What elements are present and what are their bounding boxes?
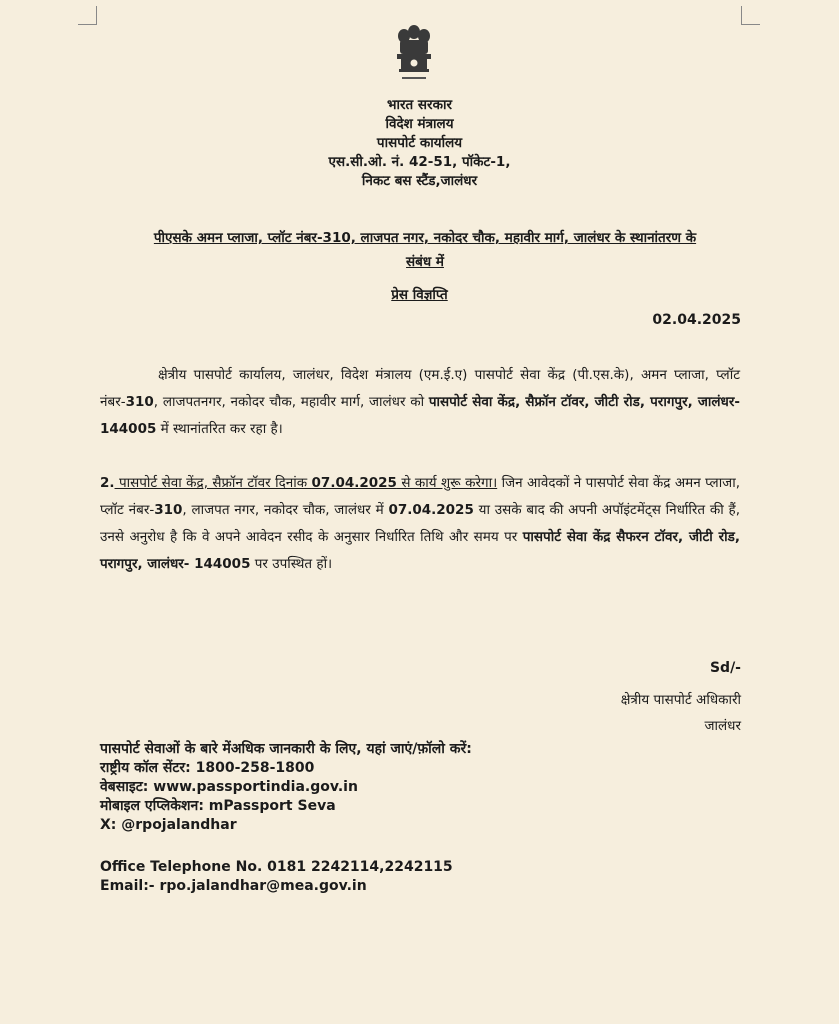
office-landmark: निकट बस स्टैंड,जालंधर [361,173,478,189]
website: वेबसाइट: www.passportindia.gov.in [100,779,358,795]
para2-text-1: जिन आवेदकों ने पासपोर्ट सेवा केंद्र अमन प्लाजा, प्लॉट नंबर- [100,475,740,518]
signature-officer: क्षेत्रीय पासपोर्ट अधिकारी [620,692,741,708]
mobile-app: मोबाइल एप्लिकेशन: mPassport Seva [100,798,336,814]
call-center: राष्ट्रीय कॉल सेंटर: 1800-258-1800 [100,760,315,776]
subject-line-1: पीएसके अमन प्लाजा, प्लॉट नंबर-310, लाजपत नगर, नकोदर चौक, महावीर मार्ग, जालंधर के स्थानांतरण के [153,230,697,246]
office-name: पासपोर्ट कार्यालय [376,135,463,151]
para1-bold-1: 310 [125,394,154,410]
ministry-name: विदेश मंत्रालय [385,116,454,132]
x-handle: X: @rpojalandhar [100,817,237,833]
subject-line-2: संबंध में [406,254,444,270]
header-block [0,96,839,191]
para1-text-2: , लाजपतनगर, नकोदर चौक, महावीर मार्ग, जालंधर को [153,394,429,410]
subject-heading [100,226,750,274]
govt-name: भारत सरकार [387,97,452,113]
para2-bold-1: 310 [154,502,183,518]
info-intro: पासपोर्ट सेवाओं के बारे मेंअधिक जानकारी के लिए, यहां जाएं/फ़ॉलो करें: [100,741,472,757]
signature-city: जालंधर [704,718,741,734]
para2-bold-3: पासपोर्ट सेवा केंद्र सैफरन टॉवर, जीटी रोड, परागपुर, जालंधर- 144005 [100,529,740,572]
para2-start-date: 07.04.2025 [311,475,397,491]
signature-sd: Sd/- [709,660,741,676]
contact-block [100,858,453,896]
para2-bold-2: 07.04.2025 [388,502,474,518]
crop-mark-top-right [741,6,760,25]
para2-underlined-1: पासपोर्ट सेवा केंद्र, सैफ्रॉन टॉवर दिनांक [114,475,312,491]
info-block [100,740,472,835]
paragraph-2 [100,470,740,578]
para1-text-1: क्षेत्रीय पासपोर्ट कार्यालय, जालंधर, विदेश मंत्रालय (एम.ई.ए) पासपोर्ट सेवा केंद्र (पी.एस.के), अमन प्लाजा, प्लॉट नंबर- [100,367,740,410]
crop-mark-top-left [78,6,97,25]
para1-bold-2: पासपोर्ट सेवा केंद्र, सैफ्रॉन टॉवर, जीटी रोड, परागपुर, जालंधर- 144005 [100,394,740,437]
release-date: 02.04.2025 [652,312,741,328]
office-address: एस.सी.ओ. नं. 42-51, पॉकेट-1, [328,154,511,170]
para1-text-3: में स्थानांतरित कर रहा है। [156,421,283,437]
paragraph-1 [100,362,740,443]
para2-text-3: या उसके बाद की अपनी अपॉइंटमेंट्स निर्धारित की हैं, उनसे अनुरोध है कि वे अपने आवेदन रसीद के अनुसार निर्धारित तिथि और समय पर [100,502,740,545]
office-telephone: Office Telephone No. 0181 2242114,2242115 [100,859,453,875]
office-email: Email:- rpo.jalandhar@mea.gov.in [100,878,367,894]
press-release-title: प्रेस विज्ञप्ति [391,287,448,303]
national-emblem-icon [389,22,439,84]
para2-underlined-2: से कार्य शुरू करेगा। [396,475,498,491]
emblem-motto [402,77,426,79]
para2-text-4: पर उपस्थित हों। [250,556,333,572]
para2-number: 2. [100,475,115,491]
para2-text-2: , लाजपत नगर, नकोदर चौक, जालंधर में [182,502,389,518]
